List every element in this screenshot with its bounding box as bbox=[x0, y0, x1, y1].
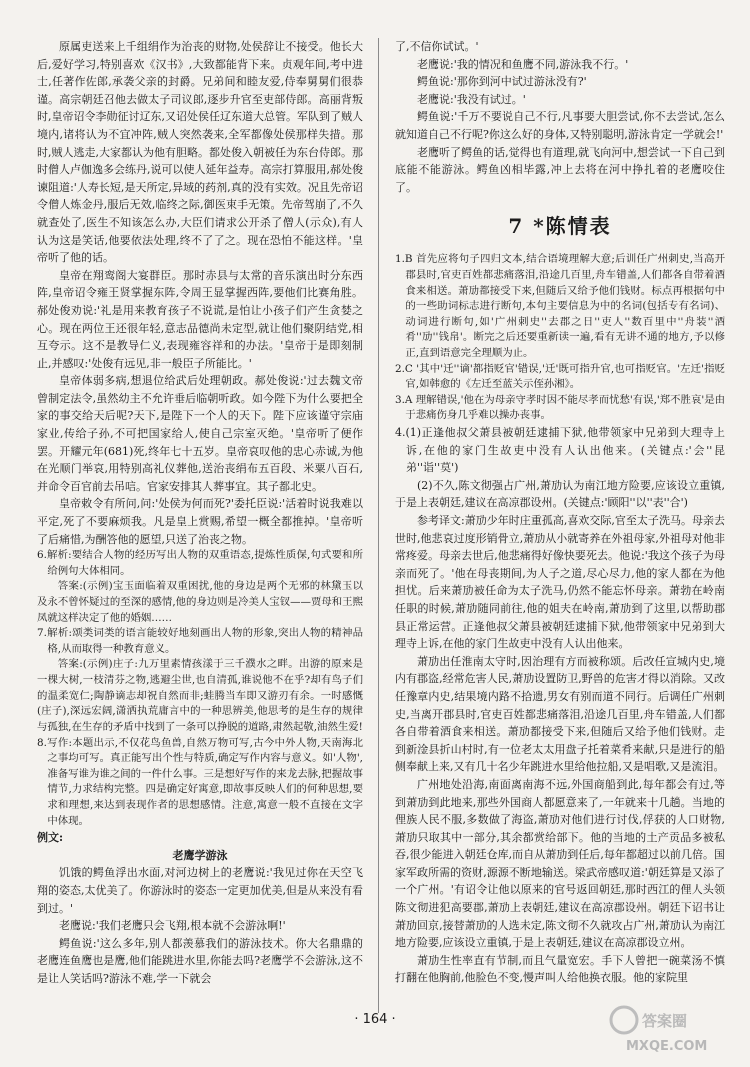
left-paragraph: 饥饿的鳄鱼浮出水面,对河边树上的老鹰说:'我见过你在天空飞翔的姿态,太优美了。你游泳时的姿态一定更加优美,但是从来没有看到过。' bbox=[37, 866, 363, 915]
watermark-text: 答案圈 bbox=[642, 1012, 688, 1030]
left-paragraph: 皇帝体弱多病,想退位给武后处理朝政。郝处俊说:'过去魏文帝曾制定法令,虽然幼主不允许垂后临朝听政。如今陛下为什么要把全家的事交给天后呢?天下,是陛下一个人的天下。陛下应该谨守宗庙家业,传给子孙,不可把国家给人,使自己宗室灭绝。'皇帝听了便作罢。开耀元年(681)死,终年七十五岁。皇帝哀叹他的忠心赤诚,为他在光顺门举哀,用特别高礼仪葬他,送治丧绢布五百段、米粟八百石,并命令百官前去吊唁。官家安排其人葬事宜。其子都北史。 bbox=[37, 374, 363, 493]
right-paragraph: 参考译文:萧劢少年时庄重孤高,喜欢交际,官至太子洗马。母亲去世时,他悲哀过度形销骨立,萧劢从小就寄养在外祖母家,外祖母对他非常疼爱。母亲去世后,他悲痛得好像快要死去。他说:'我这个孩子为母亲而死了。'他在母丧期间,为人子之道,尽心尽力,他的家人都在为他担忧。后来萧劢被任命为太子洗马,仍然不能忘怀母亲。萧勃在岭南任职的时候,萧劢随同前往,他的姐夫在岭南,萧劢到了这里,以帮助郡县正常运营。正逢他叔父萧县被朝廷逮捕下狱,他带领家中兄弟到大理寺上诉,在他的家门生故吏中没有人认出他来。 bbox=[395, 514, 725, 651]
left-paragraph: 8.写作:本题出示,不仅花鸟鱼兽,自然万物可写,古今中外人物,天南海北之事均可写。真正能写出个性与特质,确定写作内容与意义。如'人物',准备写谁为谁之间的一件什么事。三是想好写作的来龙去脉,把握故事情节,力求结构完整。四是确定好寓意,即故事反映人们的何种思想,要求和理想,来达到表现作者的思想感情。注意,寓意一般不直接在文字中体现。 bbox=[37, 736, 363, 827]
right-paragraph: 了,不信你试试。' bbox=[395, 40, 479, 53]
watermark-logo bbox=[606, 1000, 736, 1060]
right-paragraph: 2.C '其中'迁''谪'都指贬官'错误,'迁'既可指升官,也可指贬官。'左迁'指贬官,如韩愈的《左迁至蓝关示侄孙湘》。 bbox=[395, 362, 725, 391]
left-paragraph: 老鹰学游泳 bbox=[172, 848, 228, 862]
right-paragraph: 萧劢生性率直有节制,而且气量宽宏。手下人曾把一碗菜汤不慎打翻在他胸前,他脸色不变,慢声叫人给他换衣服。他的家院里 bbox=[395, 953, 725, 985]
left-paragraph: 老鹰说:'我们老鹰只会飞翔,根本就不会游泳啊!' bbox=[59, 919, 286, 933]
watermark-url: MXQE.COM bbox=[626, 1039, 708, 1054]
right-paragraph: (2)不久,陈文彻强占广州,萧劢认为南江地方险要,应该设立重镇,于是上表朝廷,建议在高凉郡设州。(关键点:'顾阳''以''表''合') bbox=[395, 478, 725, 510]
right-column bbox=[395, 38, 725, 987]
left-paragraph: 例文: bbox=[37, 831, 64, 845]
right-paragraph: 老鹰听了鳄鱼的话,觉得也有道理,就飞向河中,想尝试一下自己到底能不能游泳。鳄鱼凶相毕露,冲上去将在河中挣扎着的老鹰咬住了。 bbox=[395, 145, 725, 194]
column-divider bbox=[378, 38, 379, 1013]
left-paragraph: 7.解析:颂类词类的语言能较好地刻画出人物的形象,突出人物的精神品格,从而取得一种教育意义。 bbox=[37, 627, 363, 655]
left-paragraph: 原属吏送来上千组绢作为治丧的财物,处侯辞让不接受。他长大后,爱好学习,特别喜欢《汉书》,大致都能背下来。贞观年间,考中进士,任著作佐郎,承袭父亲的封爵。兄弟间和睦友爱,侍奉舅舅们很恭谨。高宗朝廷召他去做太子司议郎,逐步升官至吏部侍郎。高丽背叛时,皇帝诏令李勋征讨辽东,又诏处侯任辽东道大总管。军队到了贼人境内,诸将认为不宜冲阵,贼人突然袭来,全军都像处侯那样失措。那时,贼人逃走,大家都认为他有胆略。都处俊入朝被任为东台侍郎。那时僧人卢伽逸多会练丹,说可以使人延年益寿。高宗打算服用,郝处俊谏阻道:'人寿长短,是天所定,异域的药剂,真的没有实效。况且先帝诏令僧人炼金丹,服后无效,临终之际,御医束手无策。先帝驾崩了,不久就查处了,医生不知该怎么办,大臣们请求公开杀了僧人(示众),有人认为这是笑话,他要依法处理,终不了了之。现在恐怕不能这样。'皇帝听了他的话。 bbox=[37, 40, 363, 265]
right-paragraph: 鳄鱼说:'千万不要说自己不行,凡事要大胆尝试,你不去尝试,怎么就知道自己不行呢?你这么好的身体,又特别聪明,游泳肯定一学就会!' bbox=[395, 110, 725, 141]
left-paragraph: 皇帝在翔鸾阁大宴群臣。那时赤县与太常的音乐演出时分东西阵,皇帝诏令雍王贤掌握东阵,令周王显掌握西阵,要他们比赛角胜。郝处俊劝说:'礼是用来教育孩子不说谎,是怕让小孩子们产生贪婪之心。现在两位王还很年轻,意志品德尚未定型,就让他们聚阴结党,相互夸示。这不是教导仁义,表现雍容祥和的办法。'皇帝于是即刻制止,并感叹:'处俊有远见,非一般臣子所能比。' bbox=[37, 268, 363, 370]
left-paragraph: 皇帝敕令有所问,问:'处侯为何而死?'委托臣说:'活着时说我难以平定,死了不要麻烦我。凡是皇上赏赐,希望一概全都推掉。'皇帝听了后痛惜,为酬答他的愿望,只送了治丧之物。 bbox=[37, 497, 363, 546]
left-paragraph: 鳄鱼说:'这么多年,别人都羡慕我们的游泳技术。你大名鼎鼎的老鹰连鱼鹰也是鹰,他们能跳进水里,你能去吗?老鹰学不会游泳,这不是让人笑话吗?游泳不难,学一下就会 bbox=[37, 936, 363, 985]
right-paragraph: 1.B 首先应将句子四归文本,结合语境理解大意;后训任广州刺史,当高开郡县时,官吏百姓都悲痛落泪,沿途几百里,舟车错盖,人们都各自带着酒食来相送。萧劢都接受下来,但随后又给予他们钱财。标点再根据句中的一些助词标志进行断句,本句主要信息为中的名词(包括专有名词)、动词进行断句,如'广州刺史''去郡之日''吏人''数百里中''舟装''酒肴''劢''钱帛'。断完之后还要重新读一遍,看有无讲不通的地方,予以修正,直到语意完全理顺为止。 bbox=[395, 253, 725, 359]
right-paragraph: 鳄鱼说:'那你到河中试过游泳没有?' bbox=[417, 75, 587, 89]
page-number: · 164 · bbox=[354, 1012, 396, 1027]
left-paragraph: 答案:(示例)宝玉面临着双重困扰,他的身边是两个无邪的林黛玉以及永不曾怀疑过的至深的感情,他的身边则是冷美人宝钗——贾母和王熙凤就这样决定了他的婚姻…… bbox=[37, 580, 363, 624]
left-paragraph: 答案:(示例)庄子:九万里素情孩漾于三千濮水之畔。出游的原来是一棵大树,一枝清芬之物,逃避尘世,也自清孤,谁说他不在乎?却有鸟子们的温柔宽仁;陶静谪志却祝自然而非;蛙腾当车即又游刃有余。一时感慨(庄子),深远宏阔,潇洒执荒庸言中的一种思辨美,他思考的是生存的规律与孤独,在生存的矛盾中找到了一条可以挣脱的道路,肃然起敬,油然生爱! bbox=[37, 658, 363, 733]
left-paragraph: 6.解析:要结合人物的经历写出人物的双重语态,提炼性质保,句式要和所给例句大体相同。 bbox=[37, 549, 363, 577]
right-paragraph: 4.(1)正逢他叔父萧县被朝廷逮捕下狱,他带领家中兄弟到大理寺上诉,在他的家门生故吏中没有人认出他来。(关键点:'会''昆弟''诣''莫') bbox=[395, 426, 725, 475]
left-column bbox=[37, 38, 363, 988]
right-paragraph: 老鹰说:'我没有试过。' bbox=[417, 92, 526, 106]
right-paragraph: 3.A 理解错误,'他在为母亲守孝时因不能尽孝而忧愁'有误,'郑不胜哀'是由于悲痛伤身几乎难以操办丧事。 bbox=[395, 393, 725, 422]
chapter-title: 7 *陈情表 bbox=[508, 214, 612, 239]
right-paragraph: 广州地处沿海,南面离南海不远,外国商船到此,每年都会有过,等到萧劢到此地来,那些外国商人都愿意来了,一年就来十几趟。当地的俚族人民不服,多数做了海盗,萧劢对他们进行讨伐,俘获的人口财物,萧劢只取其中一部分,其余都赏给部下。他的当地的土产贡品多被私吞,很少能进入朝廷仓库,而自从萧劢到任后,每年都超过以前几倍。国家军政所需的资财,源源不断地输送。梁武帝感叹道:'朝廷算是又添了一个广州。'有诏令让他以原来的官号返回朝廷,那时西江的俚人头领陈文彻进犯高要郡,萧劢上表朝廷,建议在高凉郡设州。朝廷下诏书让萧劢回京,接替萧劢的人选未定,陈文彻不久就攻占广州,萧劢认为南江地方险要,应该设立重镇,于是上表朝廷,建议在高凉郡设立州。 bbox=[395, 777, 725, 950]
right-paragraph: 萧劢出任淮南太守时,因治理有方而被称颂。后改任宣城内史,境内有郡盗,经常危害人民,萧劢设置防卫,野兽的危害才得以消除。又改任豫章内史,结果境内路不拾遗,男女有别而道不同行。后调任广州刺史,当离开郡县时,官吏百姓都悲痛落泪,沿途几百里,舟车错盖,人们都各自带着酒食来相送。萧劢都接受下来,但随后又给予他们钱财。走到新淦县折山村时,有一位老太太用盘子托着菜肴来献,只是进行的船侧奉献上来,又有几十名少年跳进水里给他拉船,又是唱歌,又是流泪。 bbox=[395, 654, 725, 774]
right-paragraph: 老鹰说:'我的情况和鱼鹰不同,游泳我不行。' bbox=[417, 57, 629, 71]
